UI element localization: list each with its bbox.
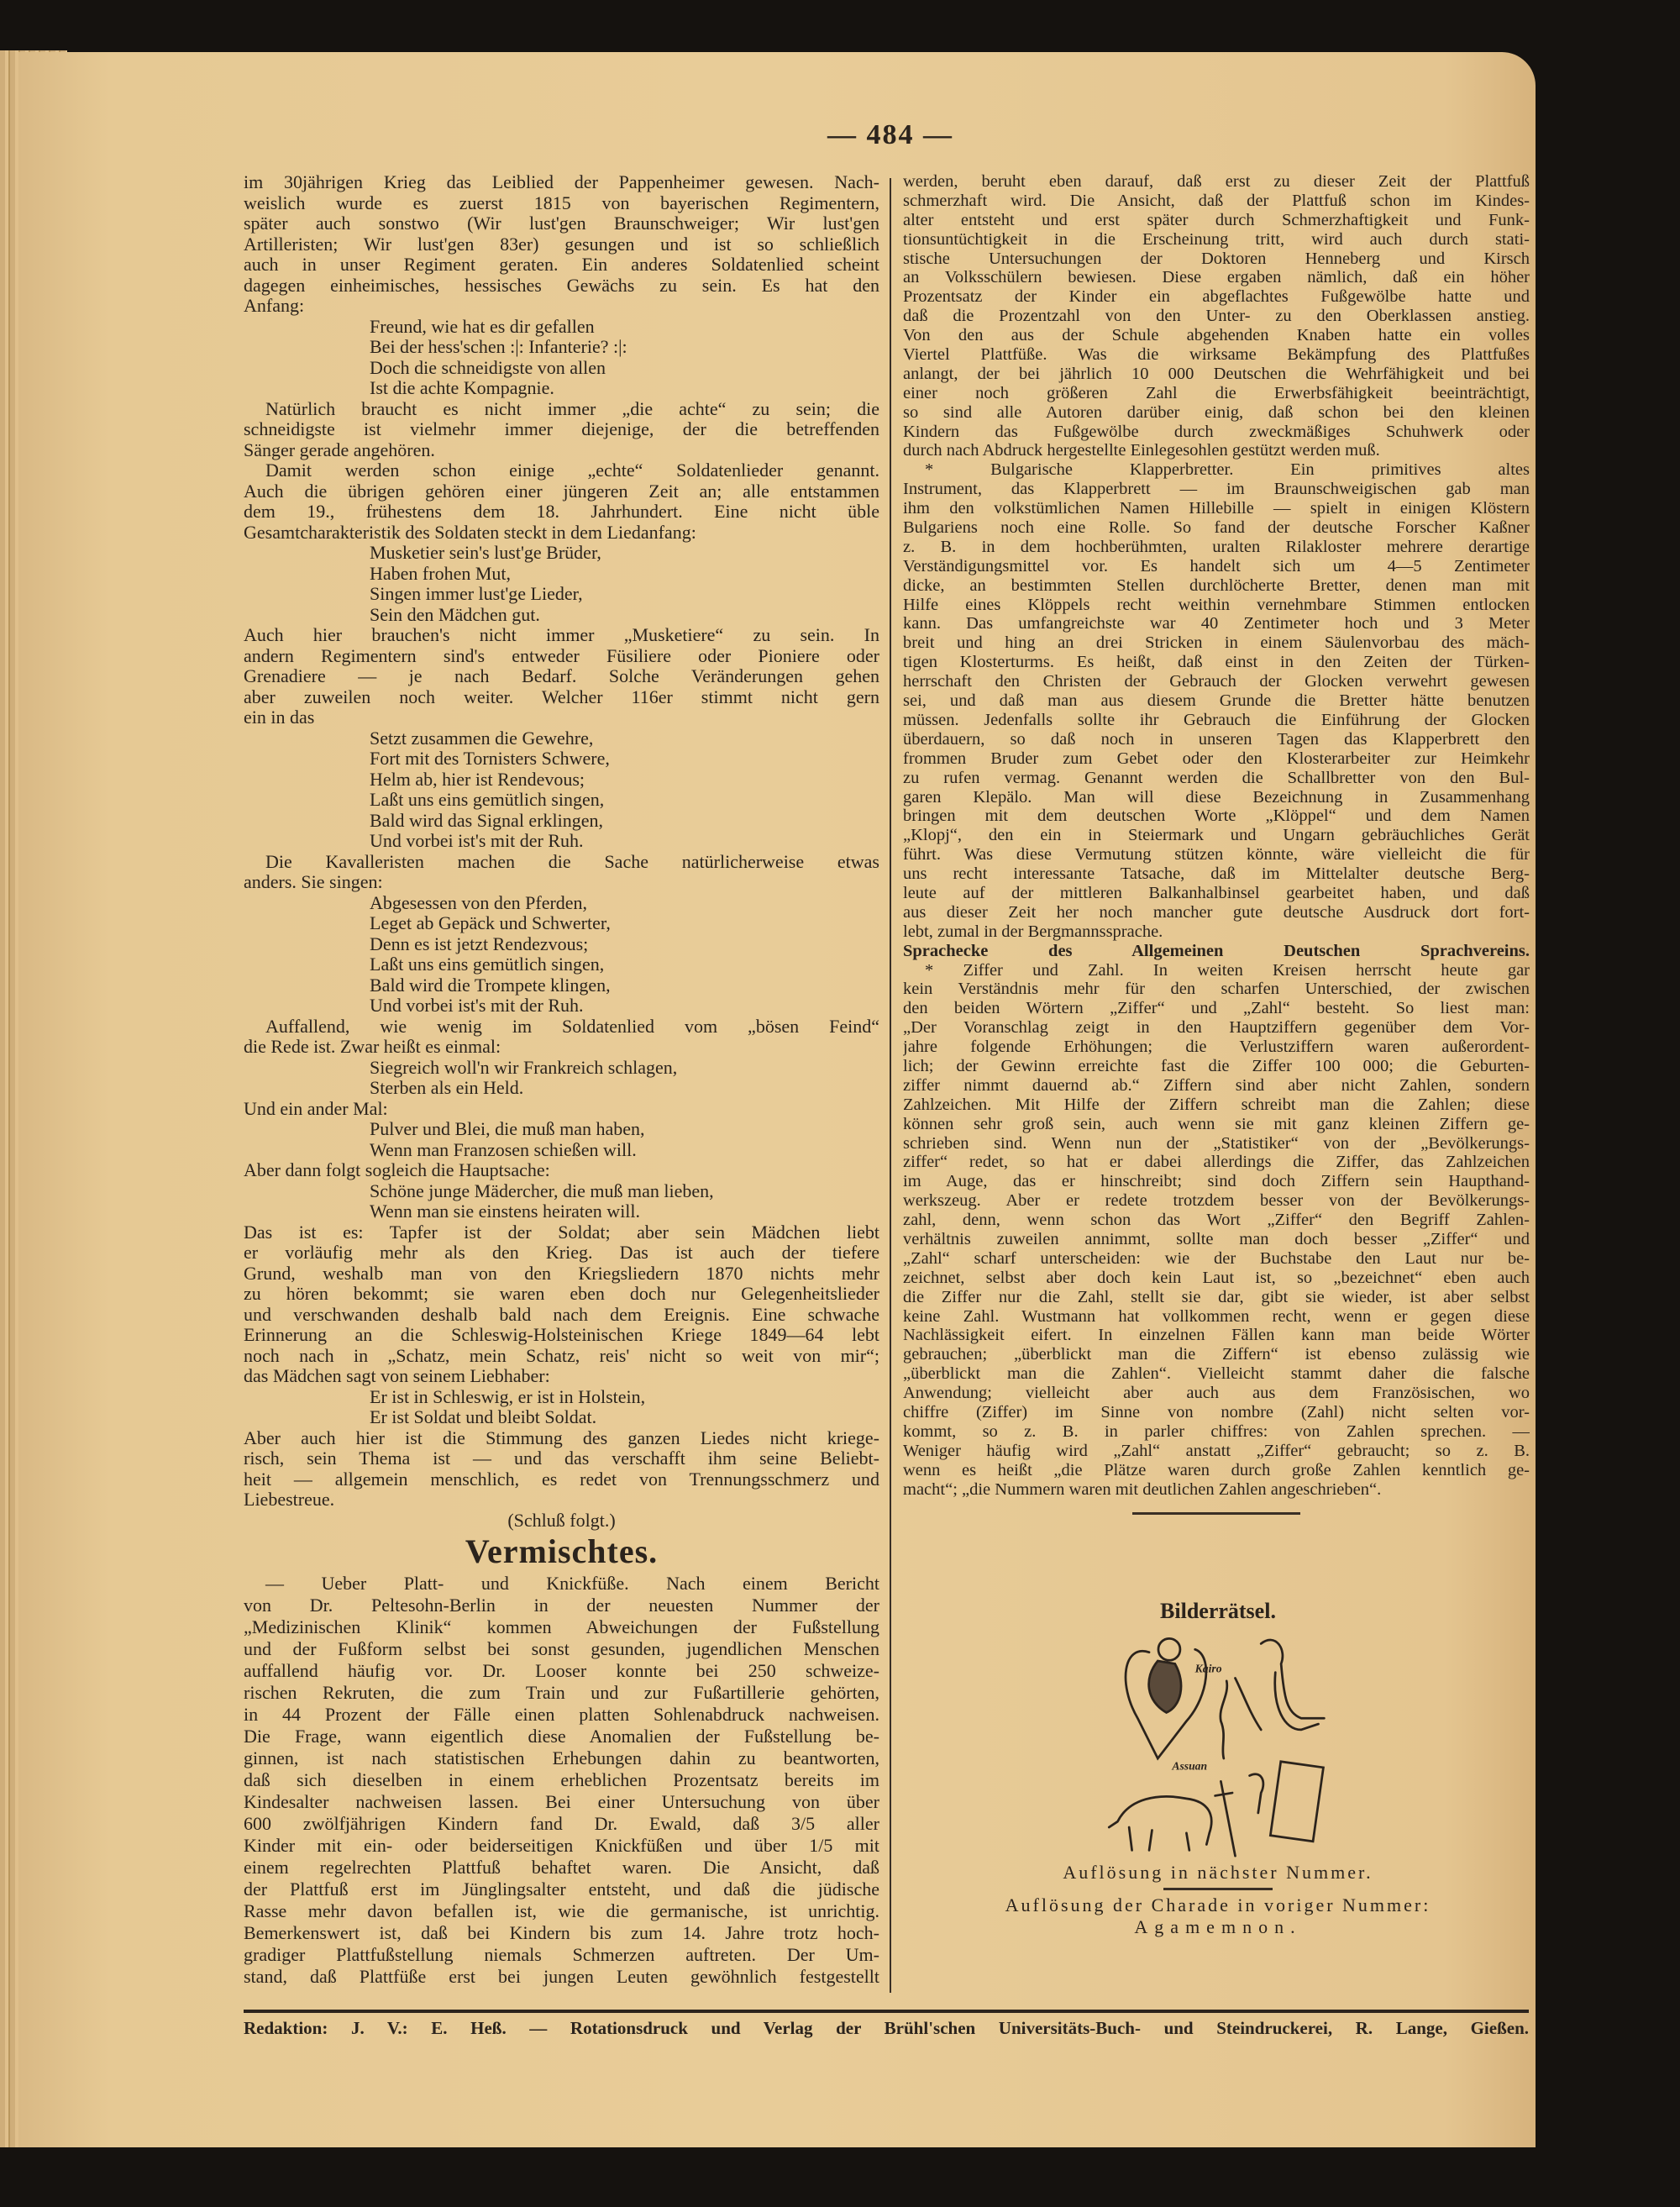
text-line: „Klopj“, den ein in Steiermark und Ungarn gebräuchliches Gerät bbox=[903, 826, 1530, 845]
text-line: weislich wurde es zuerst 1815 von bayerischen Regimentern, bbox=[244, 192, 879, 213]
text-line: so sind alle Autoren darüber einig, daß schon bei den kleinen bbox=[903, 402, 1530, 422]
text-line: Liebestreue. bbox=[244, 1490, 335, 1510]
text-line: zu hören bekommt; sie waren eben doch nur Gelegenheitslieder bbox=[244, 1284, 879, 1304]
verse-line: Bald wird das Signal erklingen, bbox=[370, 810, 604, 831]
text-line: im 30jährigen Krieg das Leiblied der Pappenheimer gewesen. Nach- bbox=[244, 172, 879, 192]
text-line: dem 19., frühestens dem 18. Jahrhundert. Eine nicht üble bbox=[244, 502, 879, 522]
text-line: werkszeug. Aber er redete trotzdem besser von der Bevölkerungs- bbox=[903, 1191, 1530, 1211]
text-line: Viertel Plattfüße. Was die wirksame Bekämpfung des Plattfußes bbox=[903, 345, 1530, 365]
text-line: Bulgariens noch eine Rolle. So fand der deutsche Forscher Kaßner bbox=[903, 518, 1530, 538]
text-line: Auch die übrigen gehören einer jüngeren Zeit an; alle entstammen bbox=[244, 481, 879, 502]
text-line: auch in unser Regiment geraten. Ein anderes Soldatenlied scheint bbox=[244, 255, 879, 275]
text-line: die Rede ist. Zwar heißt es einmal: bbox=[244, 1037, 501, 1057]
plattfuesse-article bbox=[244, 1573, 879, 1988]
text-line: risch, sein Thema ist — und das verschafft ihm seine Beliebt- bbox=[244, 1448, 879, 1469]
paragraph bbox=[244, 1511, 879, 1532]
text-line: Sänger gerade angehören. bbox=[244, 439, 435, 460]
verse-line: Fort mit des Tornisters Schwere, bbox=[370, 749, 610, 769]
text-line: gebrauchen; „überblickt man die Ziffern“ ist ebenso zulässig wie bbox=[903, 1345, 1530, 1364]
text-line: im Auge, das er hinschreibt; sind doch Ziffern sein Haupthand- bbox=[903, 1172, 1530, 1191]
soldatenlied-article bbox=[244, 172, 879, 1531]
paragraph bbox=[903, 460, 1530, 941]
text-line: dagegen einheimisches, hessisches Gewächs zu sein. Es hat den bbox=[244, 275, 879, 296]
verse-block bbox=[244, 317, 879, 399]
monkey-figure bbox=[1149, 1638, 1181, 1712]
text-line: an Volksschülern bewiesen. Diese ergaben nämlich, daß ein höher bbox=[903, 268, 1530, 287]
verse-line: Denn es ist jetzt Rendezvous; bbox=[370, 933, 589, 954]
text-line: kein Verständnis mehr für den scharfen Unterschied, der zwischen bbox=[903, 980, 1530, 999]
section-heading bbox=[903, 942, 1530, 961]
verse-line: Wenn man Franzosen schießen will. bbox=[370, 1139, 637, 1160]
text-line: Nachlässigkeit eifert. In einzelnen Fällen kann man beide Wörter bbox=[903, 1326, 1530, 1345]
text-line: zahl, denn, wenn schon das Wort „Ziffer“ den Begriff Zahlen- bbox=[903, 1211, 1530, 1230]
text-line: die Ziffer nur die Zahl, stellt sie dar, gibt sie wieder, ist aber selbst bbox=[903, 1287, 1530, 1306]
text-line: schneidigste ist vielmehr immer diejenige, der die betreffenden bbox=[244, 419, 879, 439]
text-line: leute auf der mittleren Balkanhalbinsel gearbeitet haben, und daß bbox=[903, 883, 1530, 902]
text-line: „Zahl“ scharf unterscheiden: wie der Buchstabe den Laut nur be- bbox=[903, 1248, 1530, 1268]
arm-drawing bbox=[1261, 1640, 1324, 1730]
text-line: Und ein ander Mal: bbox=[244, 1098, 388, 1119]
text-line: Anwendung; vielleicht aber auch aus dem Französischen, wo bbox=[903, 1384, 1530, 1403]
text-line: Instrument, das Klapperbrett — im Braunschweigischen gab man bbox=[903, 480, 1530, 499]
text-line: Kindesalter nachweisen lassen. Bei einer Untersuchung von über bbox=[244, 1791, 879, 1812]
text-line: Hilfe eines Klöppels recht weithin vernehmbare Stimmen entlocken bbox=[903, 595, 1530, 614]
verse-block bbox=[244, 893, 879, 1017]
verse-line: Und vorbei ist's mit der Ruh. bbox=[370, 996, 584, 1016]
text-line: und verschwanden deshalb bald nach dem Ereignis. Eine schwache bbox=[244, 1304, 879, 1325]
picture-puzzle bbox=[966, 1596, 1470, 1938]
verse-line: Bald wird die Trompete klingen, bbox=[370, 975, 611, 996]
map-label-kairo: Kairo bbox=[1194, 1662, 1222, 1675]
verse-line: Musketier sein's lust'ge Brüder, bbox=[370, 543, 601, 563]
text-line: Aber auch hier ist die Stimmung des ganzen Liedes nicht kriege- bbox=[244, 1427, 879, 1448]
text-line: aus dieser Zeit her noch mancher gute deutsche Ausdruck dort fort- bbox=[903, 902, 1530, 922]
glove-drawing bbox=[1250, 1774, 1263, 1813]
right-articles bbox=[903, 172, 1530, 1499]
vermischtes-heading: Vermischtes. bbox=[465, 1532, 659, 1570]
text-line: überdauern, so daß noch in unseren Tagen das Klapperbrett den bbox=[903, 729, 1530, 749]
text-line: können sehr groß sein, auch wenn sie mit ganz kleinen Ziffern ge- bbox=[903, 1114, 1530, 1133]
text-line: anders. Sie singen: bbox=[244, 872, 383, 892]
text-line: „Medizinischen Klinik“ kommen Abweichungen der Fußstellung bbox=[244, 1616, 879, 1637]
paragraph bbox=[244, 1428, 879, 1511]
text-line: verhältnis zuweilen annimmt, sollte man doch besser „Ziffer“ und bbox=[903, 1229, 1530, 1248]
text-line: Rasse mehr davon befallen ist, wie die germanische, ist unrichtig. bbox=[244, 1900, 879, 1921]
text-line: der Plattfuß erst im Jünglingsalter entsteht, und daß die jüdische bbox=[244, 1879, 879, 1900]
text-line: Grund, weshalb man von den Kriegsliedern 1870 nichts mehr bbox=[244, 1263, 879, 1284]
imprint-footer: Redaktion: J. V.: E. Heß. — Rotationsdruck und Verlag der Brühl'schen Universitäts-Buch- und Steindruckerei, R. Lange, Gießen. bbox=[244, 2018, 1529, 2038]
text-line: Auffallend, wie wenig im Soldatenlied vom „bösen Feind“ bbox=[265, 1016, 879, 1037]
text-line: Grenadiere — je nach Bedarf. Solche Veränderungen gehen bbox=[244, 666, 879, 686]
text-line: Zahlzeichen. Mit Hilfe der Ziffern schreibt man die Zahlen; diese bbox=[903, 1095, 1530, 1114]
paragraph bbox=[244, 1160, 879, 1181]
verse-line: Singen immer lust'ge Lieder, bbox=[370, 584, 583, 604]
column-divider bbox=[890, 178, 891, 1993]
verse-line: Siegreich woll'n wir Frankreich schlagen, bbox=[370, 1057, 678, 1078]
text-line: Erinnerung an die Schleswig-Holsteinischen Kriege 1849—64 lebt bbox=[244, 1325, 879, 1345]
charade-label: Auflösung der Charade in voriger Nummer: bbox=[1005, 1894, 1431, 1915]
right-column bbox=[903, 172, 1530, 1521]
text-line: „Der Voranschlag zeigt in den Hauptziffern gegenüber dem Vor- bbox=[903, 1018, 1530, 1038]
pig-drawing bbox=[1109, 1796, 1211, 1850]
text-line: noch nach in „Schatz, mein Schatz, reis' nicht so weit von mir“; bbox=[244, 1345, 879, 1366]
text-line: 600 zwölfjährigen Kindern fand Dr. Ewald, daß 3/5 aller bbox=[244, 1813, 879, 1834]
text-line: in 44 Prozent der Fälle einen platten Sohlenabdruck nachweisen. bbox=[244, 1704, 879, 1725]
text-line: und der Fußform selbst bei sonst gesunden, jugendlichen Menschen bbox=[244, 1638, 879, 1659]
text-line: stand, daß Plattfüße erst bei jungen Leuten gewöhnlich festgestellt bbox=[244, 1966, 879, 1987]
verse-line: Laßt uns eins gemütlich singen, bbox=[370, 790, 605, 810]
text-line: lich; der Gewinn erreichte fast die Ziffer 100 000; die Geburten- bbox=[903, 1056, 1530, 1075]
text-line: keine Zahl. Wustmann hat vollkommen recht, wenn er gegen diese bbox=[903, 1306, 1530, 1326]
text-line: ein in das bbox=[244, 707, 315, 728]
text-line: (Schluß folgt.) bbox=[507, 1510, 616, 1531]
text-line: ziffer nimmt dauernd ab.“ Ziffern sind aber nicht Zahlen, sondern bbox=[903, 1075, 1530, 1095]
charade-answer: Agamemnon. bbox=[1134, 1916, 1302, 1937]
text-line: später auch sonstwo (Wir lust'gen Braunschweiger; Wir lust'gen bbox=[244, 213, 879, 234]
text-line: schmerzhaft wird. Die Ansicht, daß der Plattfuß schon im Kindes- bbox=[903, 191, 1530, 210]
text-line: gradiger Plattfußstellung niemals Schmerzen auftreten. Der Um- bbox=[244, 1944, 879, 1965]
text-line: sei, und daß man aus diesem Grunde die Bretter hätte benutzen bbox=[903, 691, 1530, 711]
text-line: müssen. Jedenfalls sollte ihr Gebrauch die Einführung der Glocken bbox=[903, 710, 1530, 729]
puzzle-solution-note: Auflösung in nächster Nummer. bbox=[1063, 1862, 1373, 1883]
verse-line: Leget ab Gepäck und Schwerter, bbox=[370, 913, 611, 933]
text-line: — Ueber Platt- und Knickfüße. Nach einem Bericht bbox=[265, 1573, 879, 1594]
paragraph bbox=[244, 460, 879, 543]
text-line: werden, beruht eben darauf, daß erst zu dieser Zeit der Plattfuß bbox=[903, 172, 1530, 191]
text-line: Artilleristen; Wir lust'gen 83er) gesungen und ist so schließlich bbox=[244, 234, 879, 255]
text-line: einem regelrechten Plattfuß behaftet waren. Die Ansicht, daß bbox=[244, 1857, 879, 1878]
text-line: durch nach Abdruck hergestellte Einlegesohlen gestützt werden muß. bbox=[903, 441, 1380, 460]
text-line: daß sich dieselben in einem erheblichen Prozentsatz bereits im bbox=[244, 1769, 879, 1790]
text-line: führt. Was diese Vermutung stützen könnte, wäre vielleicht die für bbox=[903, 845, 1530, 864]
text-line: anlangt, der bei jährlich 10 000 Deutschen die Wehrfähigkeit und bei bbox=[903, 364, 1530, 383]
text-line: „überblickt man die Zahlen“. Vielleicht stammt daher die falsche bbox=[903, 1364, 1530, 1384]
verse-line: Doch die schneidigste von allen bbox=[370, 357, 606, 378]
text-line: frommen Bruder zum Gebet oder den Klosterarbeiter zur Heimkehr bbox=[903, 749, 1530, 768]
text-line: tionsuntüchtigkeit in die Erscheinung tritt, wird auch durch stati- bbox=[903, 229, 1530, 249]
text-line: Von den aus der Schule abgehenden Knaben hatte ein volles bbox=[903, 326, 1530, 345]
text-line: aber zuweilen noch weiter. Welcher 116er stimmt nicht gern bbox=[244, 686, 879, 707]
text-line: wenn es heißt „die Plätze waren durch große Zahlen kenntlich ge- bbox=[903, 1460, 1530, 1479]
paragraph bbox=[903, 961, 1530, 1500]
text-line: herrschaft den Christen der Gebrauch der Glocken verwehrt gewesen bbox=[903, 672, 1530, 691]
text-line: chiffre (Ziffer) im Sinne von nombre (Zahl) nicht selten vor- bbox=[903, 1403, 1530, 1421]
verse-line: Wenn man sie einstens heiraten will. bbox=[370, 1201, 641, 1222]
verse-line: Setzt zusammen die Gewehre, bbox=[370, 728, 594, 749]
text-line: er vorläufig mehr als den Krieg. Das ist auch der tiefere bbox=[244, 1243, 879, 1263]
left-column bbox=[244, 172, 879, 1988]
text-line: Die Frage, wann eigentlich diese Anomalien der Fußstellung be- bbox=[244, 1726, 879, 1747]
text-line: Gesamtcharakteristik des Soldaten steckt in dem Liedanfang: bbox=[244, 522, 696, 543]
verse-line: Pulver und Blei, die muß man haben, bbox=[370, 1119, 645, 1139]
text-line: Die Kavalleristen machen die Sache natürlicherweise etwas bbox=[265, 851, 879, 872]
paragraph bbox=[244, 1573, 879, 1988]
letter-paper bbox=[1270, 1762, 1323, 1842]
text-line: rischen Rekruten, die zum Train und zur Fußartillerie gehörten, bbox=[244, 1682, 879, 1703]
text-line: Kinder mit ein- oder beiderseitigen Knickfüßen und über 1/5 mit bbox=[244, 1835, 879, 1856]
text-line: z. B. in dem hochberühmten, uralten Rilakloster mehrere derartige bbox=[903, 537, 1530, 556]
text-line: jahre folgende Erhöhungen; die Verlustziffern waren außerordent- bbox=[903, 1038, 1530, 1057]
text-line: * Bulgarische Klapperbretter. Ein primitives altes bbox=[925, 460, 1530, 480]
paragraph bbox=[244, 172, 879, 317]
text-line: Auch hier brauchen's nicht immer „Musketiere“ zu sein. In bbox=[244, 625, 879, 645]
text-line: tigen Klosterturms. Es heißt, daß einst in den Zeiten der Türken- bbox=[903, 653, 1530, 672]
verse-line: Schöne junge Mädercher, die muß man lieben, bbox=[370, 1180, 714, 1201]
verse-block bbox=[244, 1387, 879, 1428]
text-line: uns recht interessante Tatsache, daß im Mittelalter deutsche Berg- bbox=[903, 864, 1530, 884]
map-label-assuan: Assuan bbox=[1172, 1759, 1208, 1773]
text-line: das Mädchen sagt von seinem Liebhaber: bbox=[244, 1366, 550, 1386]
verse-line: Er ist in Schleswig, er ist in Holstein, bbox=[370, 1386, 646, 1407]
text-line: Aber dann folgt sogleich die Hauptsache: bbox=[244, 1160, 550, 1180]
text-line: ziffer“ redet, so hat er dabei allerdings die Ziffer, das Zahlzeichen bbox=[903, 1153, 1530, 1172]
text-line: zu rufen vermag. Genannt werden die Schallbretter von den Bul- bbox=[903, 768, 1530, 787]
sword-drawing bbox=[1215, 1781, 1236, 1856]
text-line: Damit werden schon einige „echte“ Soldatenlieder genannt. bbox=[265, 460, 879, 481]
text-line: alter entsteht und erst später durch Schmerzhaftigkeit und Funk- bbox=[903, 210, 1530, 229]
puzzle-rule bbox=[1163, 1888, 1273, 1890]
text-line: ginnen, ist nach statistischen Erhebungen dahin zu beantworten, bbox=[244, 1747, 879, 1768]
text-line: stische Untersuchungen der Doktoren Henneberg und Kirsch bbox=[903, 249, 1530, 268]
paragraph bbox=[244, 399, 879, 461]
text-line: * Ziffer und Zahl. In weiten Kreisen herrscht heute gar bbox=[925, 960, 1530, 980]
text-line: macht“; „die Nummern waren mit deutlichen Zahlen angeschrieben“. bbox=[903, 1479, 1382, 1499]
text-line: Prozentsatz der Kinder ein abgeflachtes Fußgewölbe hatte und bbox=[903, 287, 1530, 307]
verse-line: Haben frohen Mut, bbox=[370, 563, 512, 584]
verse-block bbox=[244, 1119, 879, 1160]
text-line: einer noch größeren Zahl die Erwerbsfähigkeit beeinträchtigt, bbox=[903, 383, 1530, 402]
verse-line: Sein den Mädchen gut. bbox=[370, 604, 540, 625]
text-line: Anfang: bbox=[244, 296, 305, 316]
text-line: auffallend häufig vor. Dr. Looser konnte bei 250 schweize- bbox=[244, 1660, 879, 1681]
verse-line: Sterben als ein Held. bbox=[370, 1078, 524, 1098]
text-line: Kindern das Fußgewölbe durch zweckmäßiges Schuhwerk oder bbox=[903, 422, 1530, 441]
verse-block bbox=[244, 1058, 879, 1099]
text-line: garen Klepälo. Man will diese Bezeichnung in Zusammenhang bbox=[903, 787, 1530, 807]
text-line: Sprachecke des Allgemeinen Deutschen Sprachvereins. bbox=[903, 941, 1530, 960]
text-line: Weniger häufig wird „Zahl“ anstatt „Ziffer“ gebraucht; so z. B. bbox=[903, 1441, 1530, 1460]
rebus-illustration bbox=[1100, 1626, 1336, 1862]
verse-line: Laßt uns eins gemütlich singen, bbox=[370, 954, 605, 975]
verse-line: Er ist Soldat und bleibt Soldat. bbox=[370, 1407, 597, 1427]
text-line: dicke, an bestimmten Stellen durchlöcherte Bretter, denen man mit bbox=[903, 575, 1530, 595]
verse-line: Freund, wie hat es dir gefallen bbox=[370, 316, 595, 337]
verse-line: Und vorbei ist's mit der Ruh. bbox=[370, 831, 584, 851]
text-line: von Dr. Peltesohn-Berlin in der neuesten Nummer der bbox=[244, 1595, 879, 1616]
nile-map bbox=[1221, 1678, 1261, 1758]
paragraph bbox=[244, 625, 879, 728]
text-line: Verständigungsmittel vor. Es handelt sich um 4—5 Zentimeter bbox=[903, 556, 1530, 575]
verse-block bbox=[244, 728, 879, 852]
puzzle-title: Bilderrätsel. bbox=[1160, 1599, 1276, 1623]
paragraph bbox=[244, 1017, 879, 1058]
paragraph bbox=[244, 1099, 879, 1120]
text-line: lebt, zumal in der Bergmannssprache. bbox=[903, 922, 1163, 941]
verse-line: Bei der hess'schen :|: Infanterie? :|: bbox=[370, 337, 627, 357]
text-line: den beiden Wörtern „Ziffer“ und „Zahl“ besteht. So liest man: bbox=[903, 999, 1530, 1018]
text-line: kommt, so z. B. in parler chiffres: von Zahlen sprechen. — bbox=[903, 1421, 1530, 1441]
paragraph bbox=[244, 852, 879, 893]
text-line: kann. Das umfangreichste war 40 Zentimeter hoch und 3 Meter bbox=[903, 614, 1530, 633]
verse-block bbox=[244, 1181, 879, 1222]
text-line: heit — allgemein menschlich, es redet von Trennungsschmerz und bbox=[244, 1469, 879, 1490]
text-line: zeichnet, selbst aber doch kein Laut ist, so „bezeichnet“ eben auch bbox=[903, 1268, 1530, 1287]
paragraph bbox=[903, 172, 1530, 460]
verse-line: Helm ab, hier ist Rendevous; bbox=[370, 769, 585, 790]
paragraph bbox=[244, 1222, 879, 1387]
text-line: Natürlich braucht es nicht immer „die achte“ zu sein; die bbox=[265, 398, 879, 419]
text-line: bringen mit dem deutschen Worte „Klöppel“ und dem Namen bbox=[903, 807, 1530, 826]
section-rule bbox=[1132, 1512, 1300, 1515]
verse-line: Ist die achte Kompagnie. bbox=[370, 378, 554, 398]
text-line: schrieben sind. Wenn nun der „Statistiker“ von der „Bevölkerungs- bbox=[903, 1133, 1530, 1153]
text-line: ihm den volkstümlichen Namen Hillebille — spielt in einigen Klöstern bbox=[903, 499, 1530, 518]
verse-line: Abgesessen von den Pferden, bbox=[370, 892, 588, 913]
text-line: Das ist es: Tapfer ist der Soldat; aber sein Mädchen liebt bbox=[244, 1222, 879, 1243]
text-line: breit und hing an drei Stricken in einem Säulenvorbau des mäch- bbox=[903, 633, 1530, 653]
verse-block bbox=[244, 543, 879, 625]
text-line: andern Regimentern sind's entweder Füsiliere oder Pioniere oder bbox=[244, 645, 879, 666]
footer-rule bbox=[244, 2010, 1529, 2013]
text-line: daß die Prozentzahl von den Unter- zu den Oberklassen anstieg. bbox=[903, 307, 1530, 326]
page-number: — 484 — bbox=[827, 119, 953, 150]
text-line: Bemerkenswert ist, daß bei Kindern bis zum 14. Jahre trotz hoch- bbox=[244, 1922, 879, 1943]
